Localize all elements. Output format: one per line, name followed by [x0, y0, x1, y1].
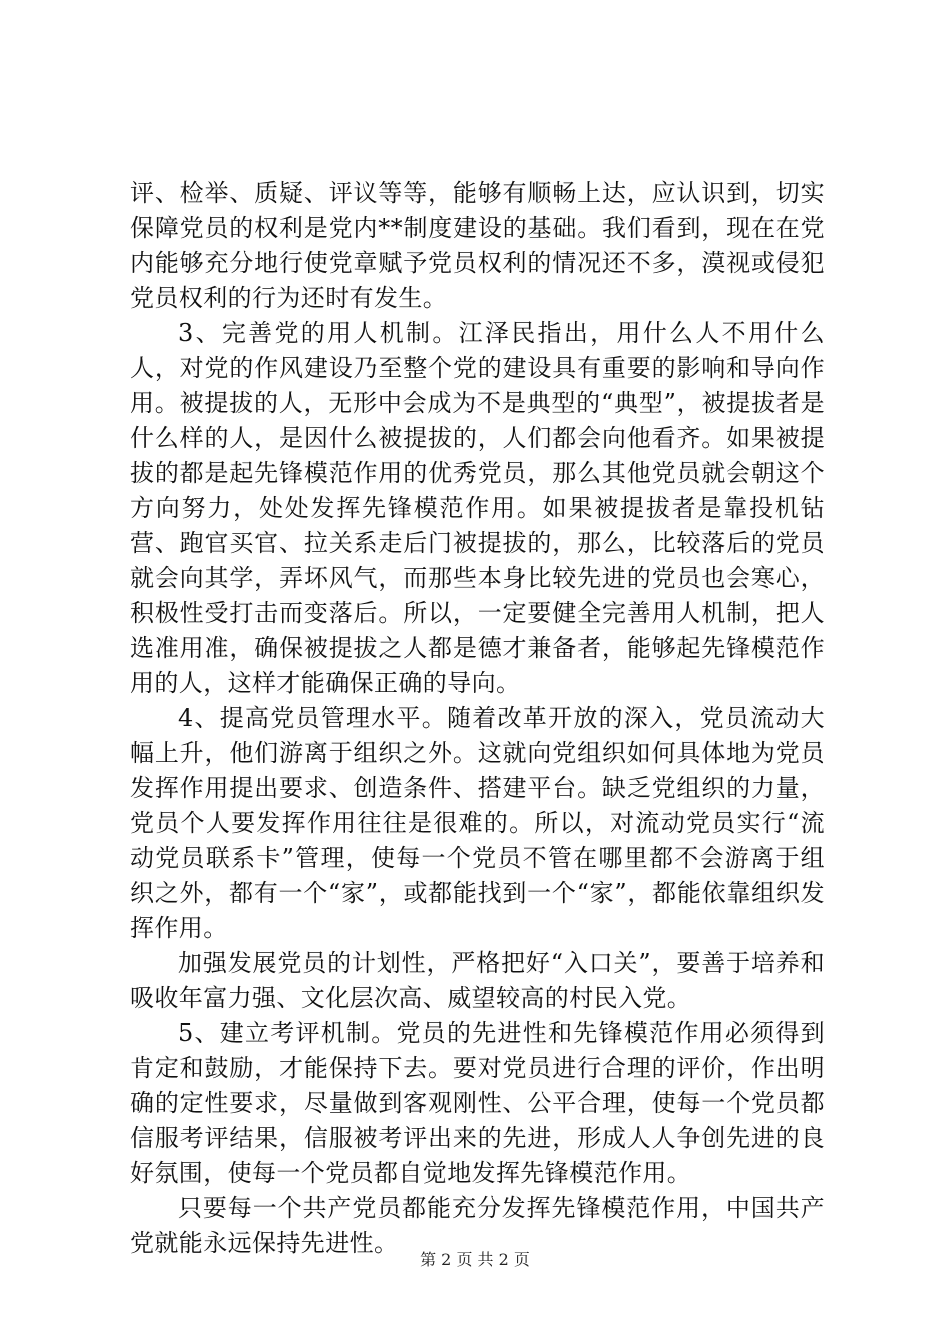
paragraph-employment-mechanism: 3、完善党的用人机制。江泽民指出，用什么人不用什么人，对党的作风建设乃至整个党的建设具有重要的影响和导向作用。被提拔的人，无形中会成为不是典型的“典型”，被提拔者是什么样的人，是因什么被提拔的，人们都会向他看齐。如果被提拔的都是起先锋模范作用的优秀党员，那么其他党员就会朝这个方向努力，处处发挥先锋模范作用。如果被提拔者是靠投机钻营、跑官买官、拉关系走后门被提拔的，那么，比较落后的党员就会向其学，弄坏风气，而那些本身比较先进的党员也会寒心，积极性受打击而变落后。所以，一定要健全完善用人机制，把人选准用准，确保被提拔之人都是德才兼备者，能够起先锋模范作用的人，这样才能确保正确的导向。 [130, 319, 825, 697]
paragraph-member-management: 4、提高党员管理水平。随着改革开放的深入，党员流动大幅上升，他们游离于组织之外。这就向党组织如何具体地为党员发挥作用提出要求、创造条件、搭建平台。缺乏党组织的力量，党员个人要发挥作用往往是很难的。所以，对流动党员实行“流动党员联系卡”管理，使每一个党员不管在哪里都不会游离于组织之外，都有一个“家”，或都能找到一个“家”，都能依靠组织发挥作用。 [130, 704, 825, 942]
document-body [130, 176, 825, 1261]
paragraph-conclusion: 只要每一个共产党员都能充分发挥先锋模范作用，中国共产党就能永远保持先进性。 [130, 1194, 825, 1257]
page-footer: 第 2 页 共 2 页 [420, 1250, 530, 1269]
paragraph-recruitment-planning: 加强发展党员的计划性，严格把好“入口关”，要善于培养和吸收年富力强、文化层次高、威望较高的村民入党。 [130, 949, 825, 1012]
paragraph-evaluation-mechanism: 5、建立考评机制。党员的先进性和先锋模范作用必须得到肯定和鼓励，才能保持下去。要对党员进行合理的评价，作出明确的定性要求，尽量做到客观刚性、公平合理，使每一个党员都信服考评结果，信服被考评出来的先进，形成人人争创先进的良好氛围，使每一个党员都自觉地发挥先锋模范作用。 [130, 1019, 825, 1187]
paragraph-rights: 评、检举、质疑、评议等等，能够有顺畅上达，应认识到，切实保障党员的权利是党内**制度建设的基础。我们看到，现在在党内能够充分地行使党章赋予党员权利的情况还不多，漠视或侵犯党员权利的行为还时有发生。 [130, 179, 825, 312]
